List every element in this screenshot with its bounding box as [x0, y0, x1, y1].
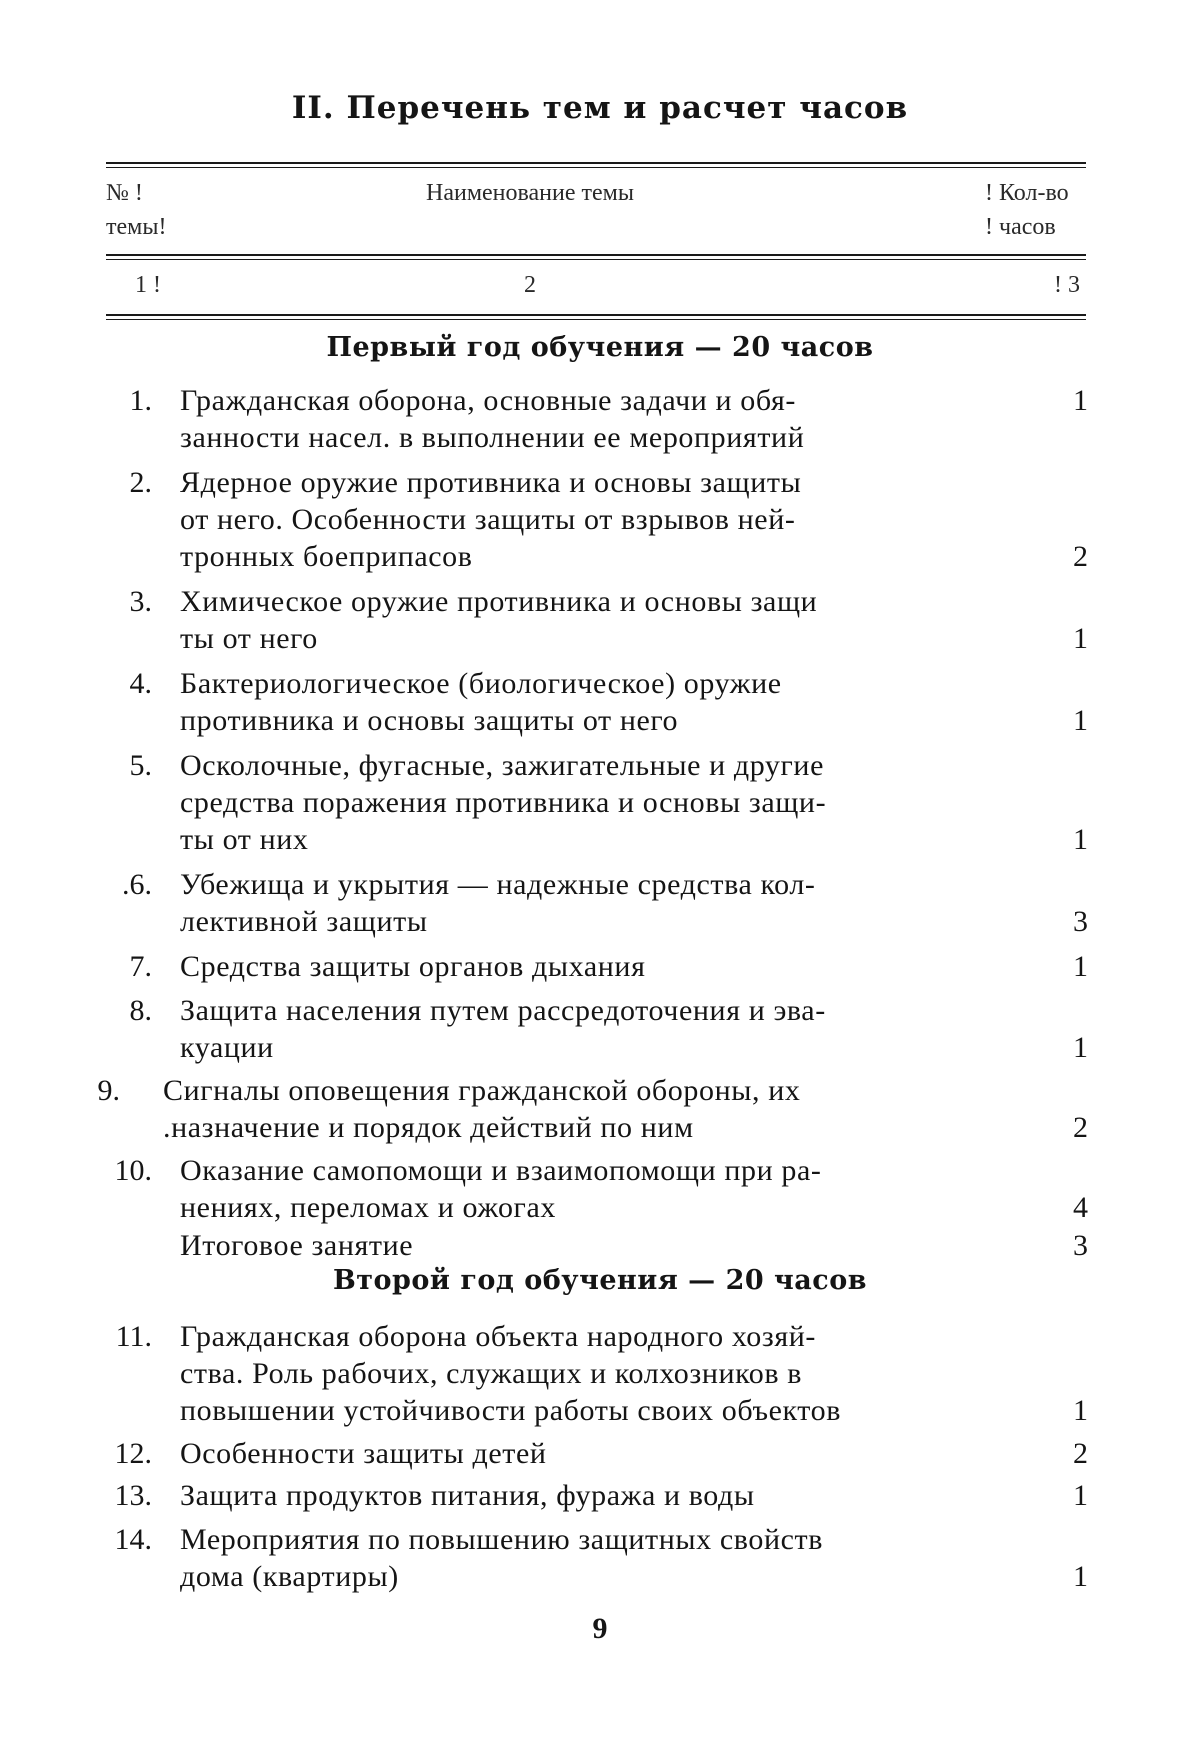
topic-title-line: средства поражения противника и основы защи- [180, 786, 827, 819]
topic-title-line: Осколочные, фугасные, зажигательные и другие [180, 749, 824, 782]
col2-header: Наименование темы [426, 180, 634, 206]
topic-number: 10. [114, 1154, 152, 1187]
topic-hours: 1 [1073, 823, 1088, 856]
topic-title-line: дома (квартиры) [180, 1560, 399, 1593]
topic-title-line: Оказание самопомощи и взаимопомощи при ра- [180, 1154, 822, 1187]
topic-title-line: противника и основы защиты от него [180, 704, 679, 737]
topic-title-line: нениях, переломах и ожогах [180, 1191, 556, 1224]
header-bottom-rule [106, 314, 1086, 316]
topic-hours: 2 [1073, 540, 1088, 573]
topic-title-line: Сигналы оповещения гражданской обороны, их [163, 1074, 801, 1107]
topic-title-line: .назначение и порядок действий по ним [163, 1111, 694, 1144]
topic-number: 14. [114, 1523, 152, 1556]
topic-title-line: куации [180, 1031, 274, 1064]
topic-hours: 1 [1073, 622, 1088, 655]
topic-hours: 1 [1073, 1560, 1088, 1593]
topic-number: 2. [129, 466, 152, 499]
col1-header-line2: темы! [106, 214, 167, 240]
section-heading-year-2: Второй год обучения — 20 часов [332, 1265, 868, 1296]
header-top-rule-2 [106, 167, 1086, 168]
topic-number: 1. [129, 384, 152, 417]
topic-title-line: Защита продуктов питания, фуража и воды [180, 1479, 755, 1512]
topic-title-line: Защита населения путем рассредоточения и эва- [180, 994, 826, 1027]
topic-number: 13. [114, 1479, 152, 1512]
page-number: 9 [592, 1612, 608, 1645]
topic-title-line: Средства защиты органов дыхания [180, 950, 646, 983]
topic-title-line: ты от них [180, 823, 309, 856]
topic-title-line: Мероприятия по повышению защитных свойств [180, 1523, 823, 1556]
topic-title-line: ства. Роль рабочих, служащих и колхозников в [180, 1357, 803, 1390]
topic-title-line: ты от него [180, 622, 318, 655]
col1-index: 1 ! [135, 272, 161, 298]
topic-hours: 1 [1073, 1031, 1088, 1064]
topic-number: 7. [129, 950, 152, 983]
topic-title-line: от него. Особенности защиты от взрывов ней- [180, 503, 796, 536]
topic-title-line: занности насел. в выполнении ее мероприятий [180, 421, 805, 454]
col3-header-line2: ! часов [985, 214, 1056, 240]
topic-number: 9. [97, 1074, 120, 1107]
header-bottom-rule-2 [106, 319, 1086, 320]
topic-title-line: тронных боеприпасов [180, 540, 473, 573]
col3-header-line1: ! Кол-во [985, 180, 1069, 206]
col1-header-line1: № ! [106, 180, 143, 206]
topic-number: 11. [115, 1320, 152, 1353]
topic-number: 12. [114, 1437, 152, 1470]
section-heading-year-1: Первый год обучения — 20 часов [326, 332, 874, 363]
topic-hours: 1 [1073, 704, 1088, 737]
col3-index: ! 3 [1054, 272, 1080, 298]
topic-title-line: повышении устойчивости работы своих объектов [180, 1394, 841, 1427]
topic-hours: 1 [1073, 950, 1088, 983]
col2-index: 2 [524, 272, 536, 298]
topic-title-line: Гражданская оборона, основные задачи и обя- [180, 384, 796, 417]
topic-number: 5. [129, 749, 152, 782]
topic-hours: 4 [1073, 1191, 1088, 1224]
topic-hours: 2 [1073, 1437, 1088, 1470]
topic-number: 3. [129, 585, 152, 618]
topic-hours: 1 [1073, 384, 1088, 417]
topic-title-line: Химическое оружие противника и основы защи [180, 585, 818, 618]
topic-number: 4. [129, 667, 152, 700]
topic-hours: 1 [1073, 1394, 1088, 1427]
topic-number: .6. [122, 868, 152, 901]
topic-title-line: Убежища и укрытия — надежные средства кол- [180, 868, 816, 901]
topic-hours: 3 [1073, 905, 1088, 938]
topic-title-line: Гражданская оборона объекта народного хозяй- [180, 1320, 816, 1353]
topic-hours: 1 [1073, 1479, 1088, 1512]
topic-title-line: лективной защиты [180, 905, 428, 938]
topic-hours: 2 [1073, 1111, 1088, 1144]
topic-title-line: Особенности защиты детей [180, 1437, 547, 1470]
header-mid-rule-2 [106, 259, 1086, 260]
topic-title-line: Бактериологическое (биологическое) оружие [180, 667, 782, 700]
topic-title-line: Ядерное оружие противника и основы защиты [180, 466, 802, 499]
topic-number: 8. [129, 994, 152, 1027]
header-top-rule [106, 162, 1086, 164]
topic-title-line: Итоговое занятие [180, 1229, 414, 1262]
page-title: II. Перечень тем и расчет часов [291, 90, 909, 126]
header-mid-rule [106, 254, 1086, 256]
topic-hours: 3 [1073, 1229, 1088, 1262]
